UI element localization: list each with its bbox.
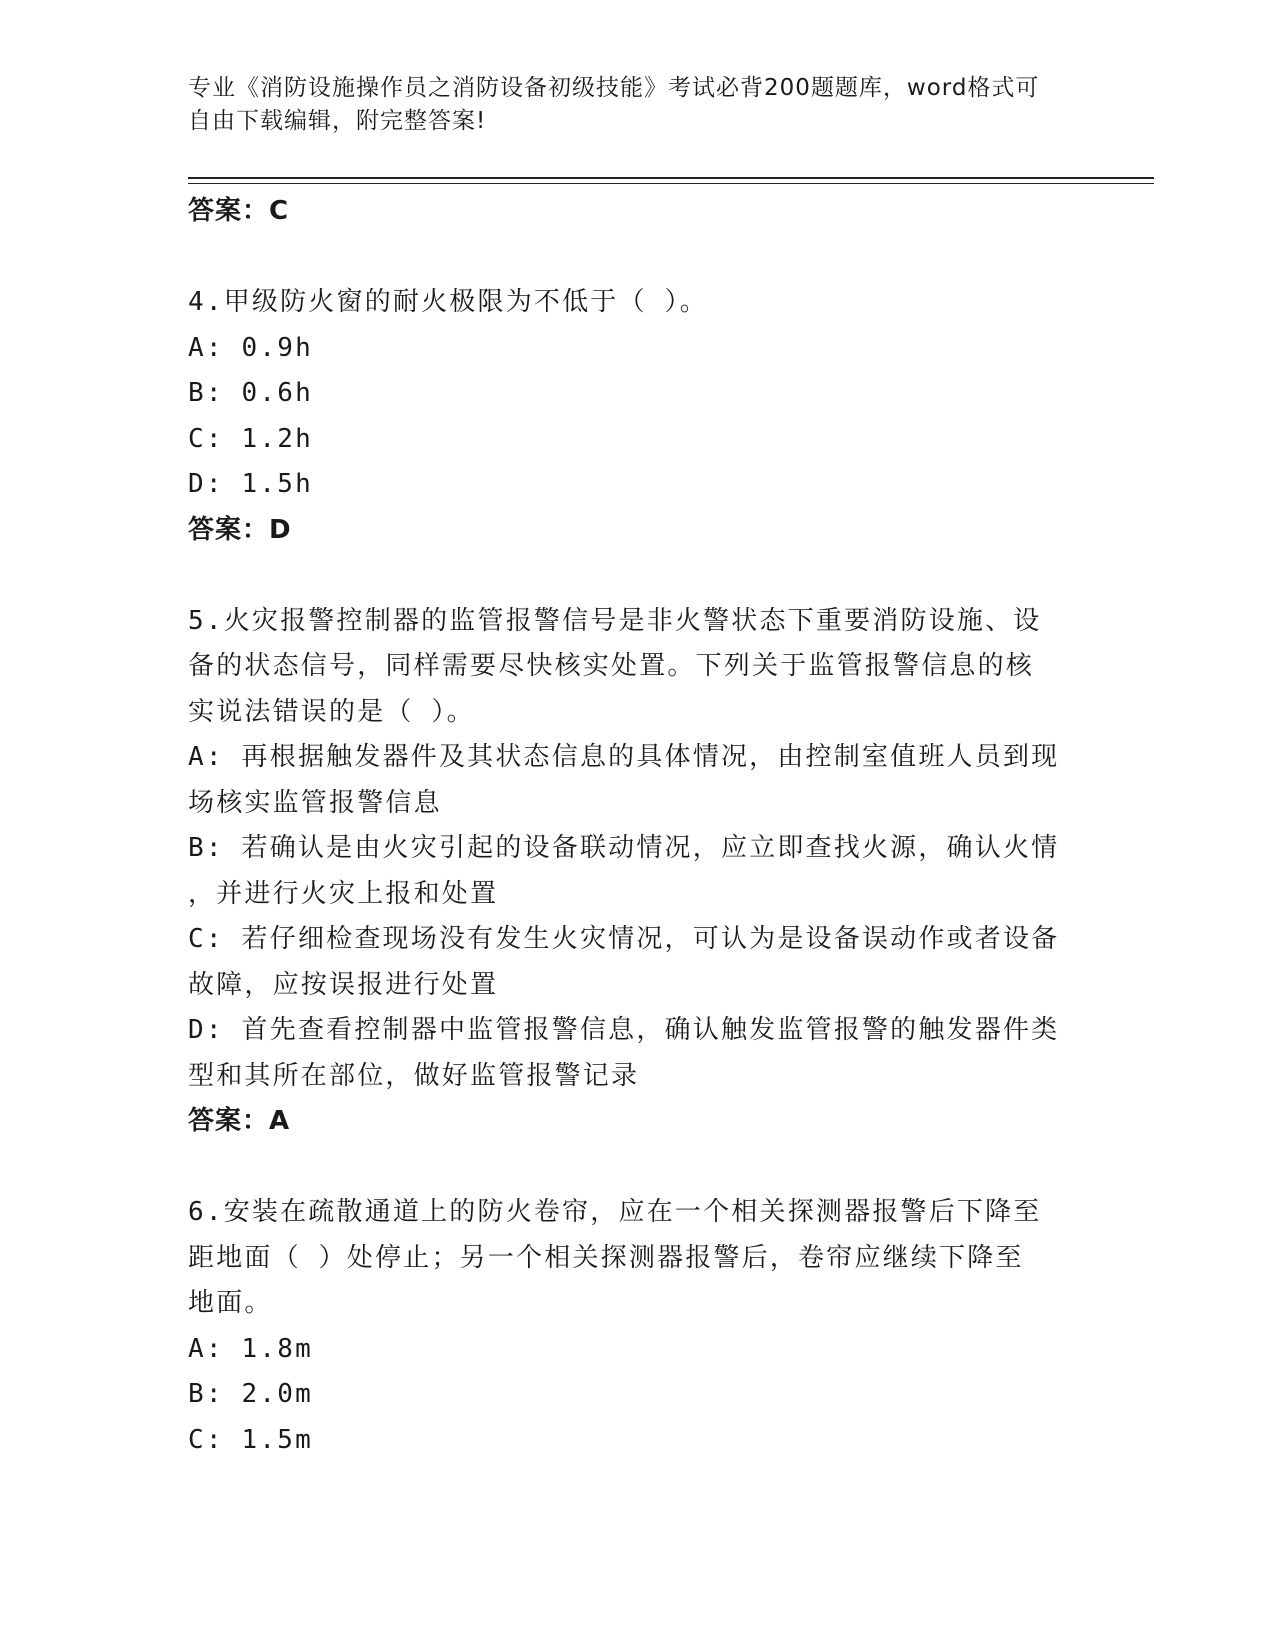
header-divider-thick [188,177,1154,179]
question-stem-line: 备的状态信号，同样需要尽快核实处置。下列关于监管报警信息的核 [188,651,1035,681]
question-stem-line: 4.甲级防火窗的耐火极限为不低于（ ）。 [188,287,708,317]
previous-answer: 答案：C [188,196,290,226]
option-c-continued: 故障，应按误报进行处置 [188,969,499,1000]
option-a: A: 0.9h [188,332,313,363]
option-d-continued: 型和其所在部位，做好监管报警记录 [188,1060,640,1091]
spacer [188,553,1088,599]
header-line-2: 自由下载编辑，附完整答案! [188,108,487,134]
option-c: C: 若仔细检查现场没有发生火灾情况，可认为是设备误动作或者设备 [188,924,1060,954]
answer: 答案：A [188,1106,291,1136]
header-line-1: 专业《消防设施操作员之消防设备初级技能》考试必背200题题库，word格式可 [188,75,1040,101]
question-6 [188,1190,1088,1463]
option-a: A: 再根据触发器件及其状态信息的具体情况，由控制室值班人员到现 [188,742,1060,772]
question-5 [188,599,1088,1145]
question-stem-line: 6.安装在疏散通道上的防火卷帘，应在一个相关探测器报警后下降至 [188,1197,1042,1227]
question-stem-line: 5.火灾报警控制器的监管报警信号是非火警状态下重要消防设施、设 [188,605,1042,636]
option-d: D: 1.5h [188,469,313,499]
option-c: C: 1.5m [188,1424,313,1455]
option-b: B: 0.6h [188,378,313,408]
header-divider-thin [188,183,1154,184]
option-c: C: 1.2h [188,423,313,454]
document-header [188,72,1068,138]
question-stem-line: 地面。 [188,1288,273,1318]
question-content [188,189,1088,1463]
question-4 [188,280,1088,553]
option-a-continued: 场核实监管报警信息 [188,787,442,818]
answer: 答案：D [188,514,292,545]
option-b: B: 若确认是由火灾引起的设备联动情况，应立即查找火源，确认火情 [188,833,1060,863]
spacer [188,1145,1088,1191]
option-b: B: 2.0m [188,1379,313,1409]
option-b-continued: ，并进行火灾上报和处置 [188,878,499,909]
option-a: A: 1.8m [188,1333,313,1364]
question-stem-line: 实说法错误的是（ ）。 [188,696,475,727]
spacer [188,235,1088,281]
question-stem-line: 距地面（ ）处停止；另一个相关探测器报警后，卷帘应继续下降至 [188,1242,1024,1273]
option-d: D: 首先查看控制器中监管报警信息，确认触发监管报警的触发器件类 [188,1015,1060,1045]
